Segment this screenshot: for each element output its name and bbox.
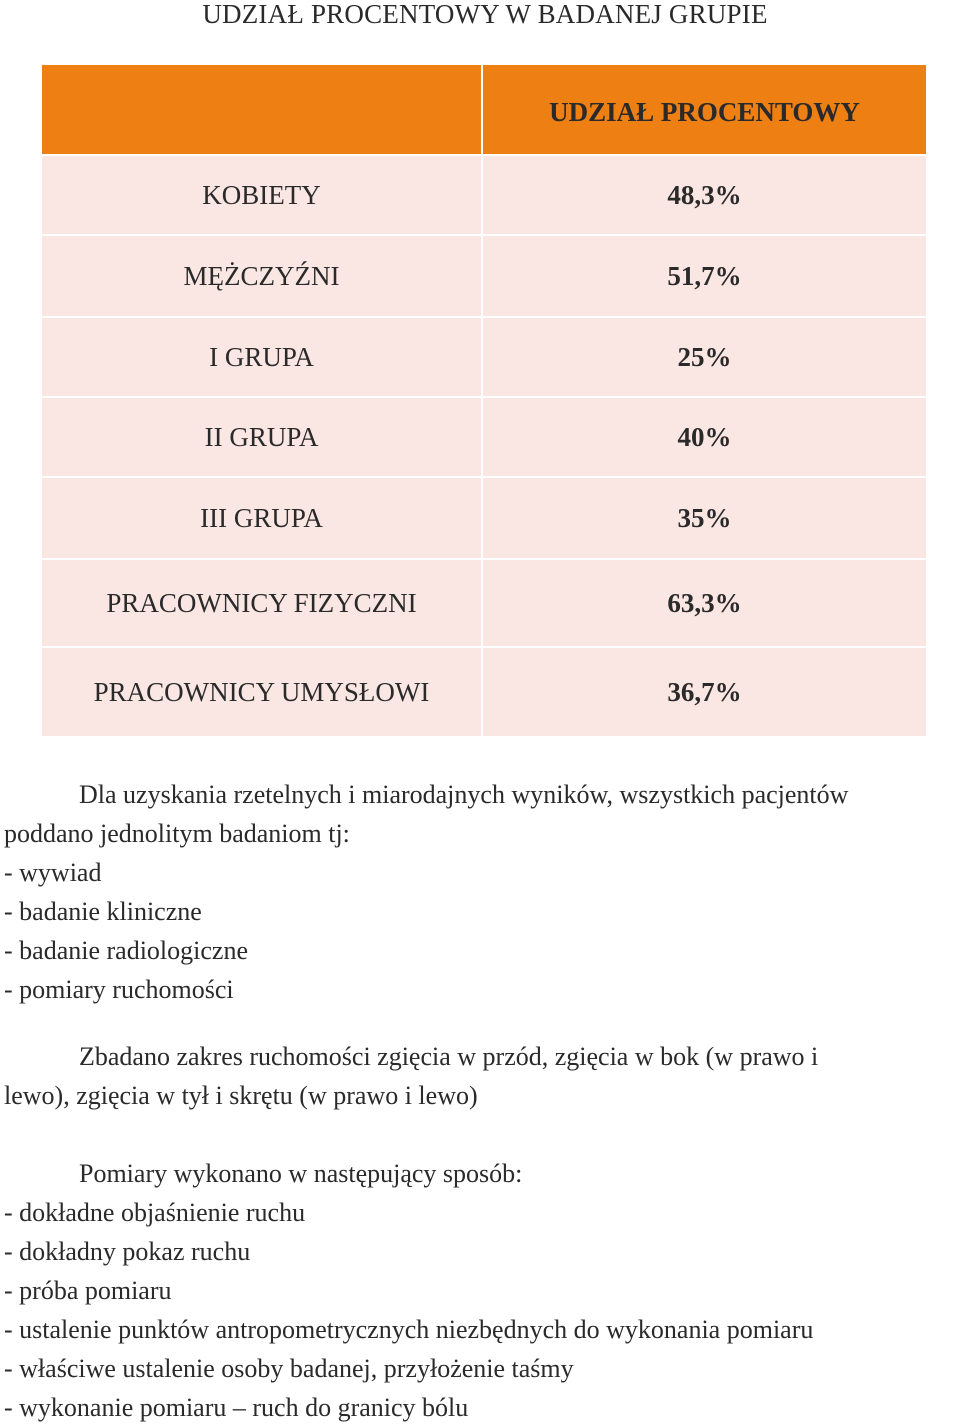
page-title: UDZIAŁ PROCENTOWY W BADANEJ GRUPIE	[202, 0, 768, 29]
list-item: - próba pomiaru	[4, 1276, 172, 1305]
row-label: III GRUPA	[42, 478, 483, 558]
list-item: - badanie kliniczne	[4, 897, 202, 926]
paragraph-line: lewo), zgięcia w tył i skrętu (w prawo i lewo)	[4, 1081, 478, 1110]
row-label: I GRUPA	[42, 318, 483, 396]
list-item: - właściwe ustalenie osoby badanej, przyłożenie taśmy	[4, 1354, 574, 1383]
list-item: - dokładny pokaz ruchu	[4, 1237, 251, 1266]
procedure-paragraph	[4, 1154, 954, 1427]
list-item: - pomiary ruchomości	[4, 975, 234, 1004]
table-row	[42, 398, 926, 478]
table-row	[42, 648, 926, 736]
row-value	[483, 478, 926, 558]
row-value	[483, 560, 926, 646]
table-row	[42, 560, 926, 648]
row-value-text: 36,7%	[667, 676, 742, 707]
row-value	[483, 236, 926, 316]
table-header-row	[42, 65, 926, 156]
list-item: - wykonanie pomiaru – ruch do granicy bólu	[4, 1393, 469, 1422]
range-paragraph	[4, 1037, 954, 1115]
row-value-text: 25%	[677, 341, 732, 372]
row-value	[483, 398, 926, 476]
methods-paragraph	[4, 775, 954, 1009]
table-row	[42, 236, 926, 318]
row-label: II GRUPA	[42, 398, 483, 476]
header-value-cell: UDZIAŁ PROCENTOWY	[483, 65, 926, 154]
row-value	[483, 318, 926, 396]
list-item: - dokładne objaśnienie ruchu	[4, 1198, 306, 1227]
list-item: - wywiad	[4, 858, 102, 887]
row-value-text: 40%	[677, 421, 732, 452]
row-value-text: 35%	[677, 502, 732, 533]
percentage-table	[42, 65, 926, 736]
table-row	[42, 156, 926, 236]
list-item: - ustalenie punktów antropometrycznych niezbędnych do wykonania pomiaru	[4, 1315, 814, 1344]
table-row	[42, 478, 926, 560]
row-label: MĘŻCZYŹNI	[42, 236, 483, 316]
paragraph-line: Pomiary wykonano w następujący sposób:	[79, 1159, 523, 1188]
row-label: PRACOWNICY UMYSŁOWI	[42, 648, 483, 736]
table-row	[42, 318, 926, 398]
paragraph-line: Zbadano zakres ruchomości zgięcia w przód, zgięcia w bok (w prawo i	[79, 1042, 819, 1071]
paragraph-line: Dla uzyskania rzetelnych i miarodajnych wyników, wszystkich pacjentów	[79, 780, 849, 809]
row-value	[483, 156, 926, 234]
list-item: - badanie radiologiczne	[4, 936, 248, 965]
header-label-cell	[42, 65, 483, 154]
row-value-text: 51,7%	[667, 260, 742, 291]
row-value	[483, 648, 926, 736]
row-label: PRACOWNICY FIZYCZNI	[42, 560, 483, 646]
row-label: KOBIETY	[42, 156, 483, 234]
paragraph-line: poddano jednolitym badaniom tj:	[4, 819, 350, 848]
row-value-text: 48,3%	[667, 179, 742, 210]
row-value-text: 63,3%	[667, 587, 742, 618]
